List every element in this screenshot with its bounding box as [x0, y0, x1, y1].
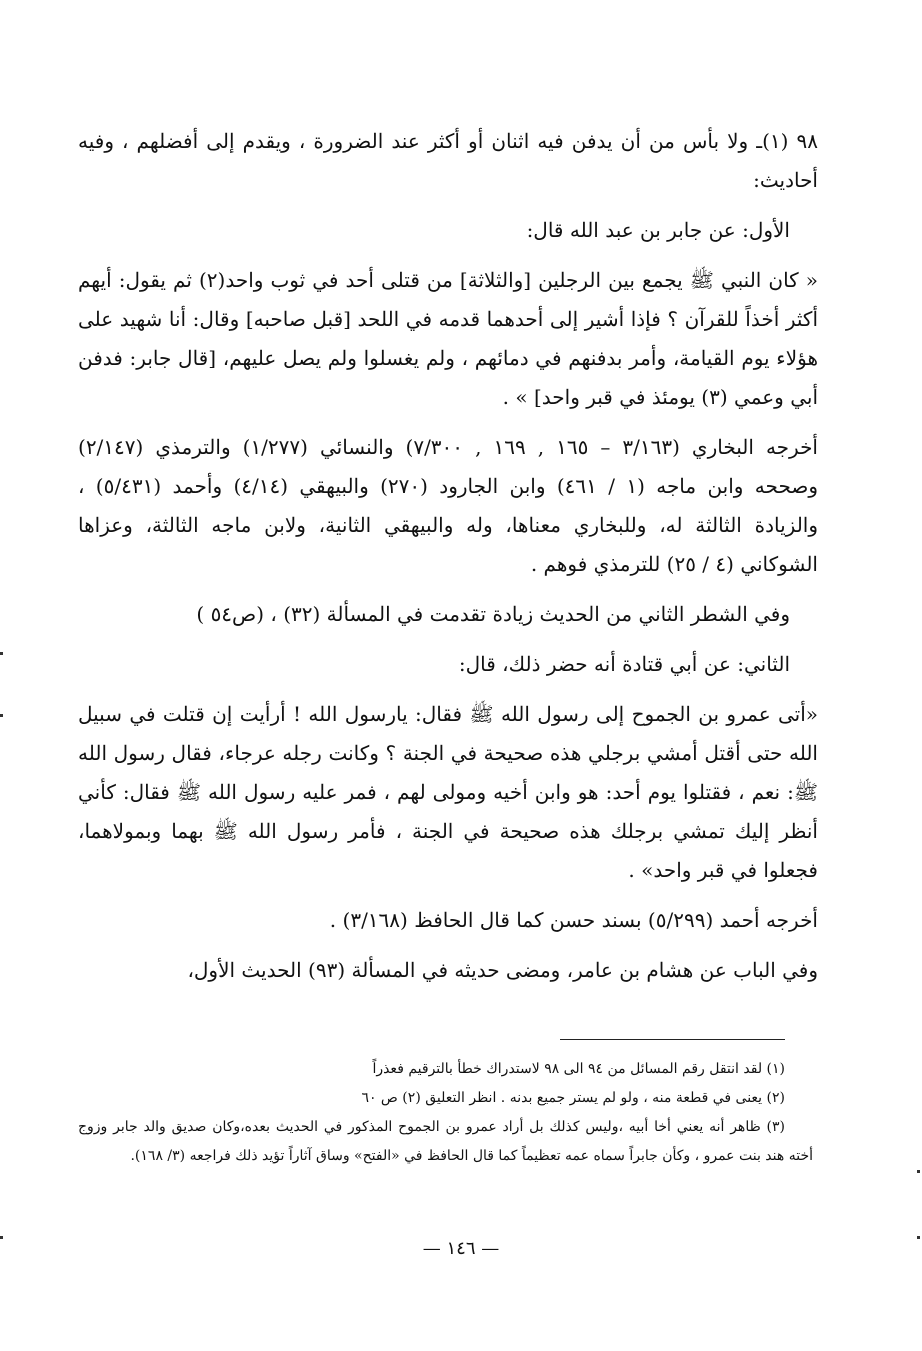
page-number: — ١٤٦ — — [422, 1238, 500, 1259]
paragraph-second-hadith-intro: الثاني: عن أبي قتادة أنه حضر ذلك، قال: — [458, 652, 790, 676]
scan-mark — [0, 652, 3, 655]
scan-mark — [917, 1236, 920, 1239]
footnotes — [78, 1055, 813, 1171]
paragraph-first-hadith-text: « كان النبي ﷺ يجمع بين الرجلين [والثلاثة] من قتلى أحد في ثوب واحد(٢) ثم يقول: أيهم أكثر أخذاً للقرآن ؟ فإذا أشير إلى أحدهما قدمه في اللحد [قبل صاحبه] وقال: أنا شهيد على هؤلاء يوم القيامة، وأمر بدفنهم في دمائهم ، ولم يغسلوا ولم يصل عليهم، [قال جابر: فدفن أبي وعمي (٣) يومئذ في قبر واحد] » . — [78, 268, 818, 409]
paragraph-addition-note: وفي الشطر الثاني من الحديث زيادة تقدمت في المسألة (٣٢) ، (ص٥٤ ) — [196, 602, 790, 626]
scan-mark — [0, 1236, 3, 1239]
paragraph-first-hadith-intro: الأول: عن جابر بن عبد الله قال: — [526, 218, 790, 242]
main-text — [78, 122, 818, 1001]
scan-mark — [917, 1170, 920, 1173]
paragraph-issue-98: ٩٨ (١)ـ ولا بأس من أن يدفن فيه اثنان أو أكثر عند الضرورة ، ويقدم إلى أفضلهم ، وفيه أحاديث: — [78, 129, 818, 192]
footnote-1: (١) لقد انتقل رقم المسائل من ٩٤ الى ٩٨ لاستدراك خطأ بالترقيم فعذراً — [372, 1061, 785, 1077]
paragraph-first-hadith-takhrij: أخرجه البخاري (٣/١٦٣ – ١٦٥ , ١٦٩ , ٧/٣٠٠) والنسائي (١/٢٧٧) والترمذي (٢/١٤٧) وصححه وابن ماجه (١ / ٤٦١) وابن الجارود (٢٧٠) والبيهقي (٤/١٤) وأحمد (٥/٤٣١) ، والزيادة الثالثة له، وللبخاري معناها، وله والبيهقي الثانية، ولابن ماجه الثالثة، وعزاها الشوكاني (٤ / ٢٥) للترمذي فوهم . — [78, 435, 819, 576]
paragraph-second-hadith-text: «أتى عمرو بن الجموح إلى رسول الله ﷺ فقال: يارسول الله ! أرأيت إن قتلت في سبيل الله حتى أقتل أمشي برجلي هذه صحيحة في الجنة ؟ وكانت رجله عرجاء، فقال رسول الله ﷺ: نعم ، فقتلوا يوم أحد: هو وابن أخيه ومولى لهم ، فمر عليه رسول الله ﷺ فقال: كأني أنظر إليك تمشي برجلك هذه صحيحة في الجنة ، فأمر رسول الله ﷺ بهما وبمولاهما، فجعلوا في قبر واحد» . — [78, 702, 818, 882]
scan-mark — [0, 714, 3, 717]
footnote-divider — [560, 1039, 785, 1040]
paragraph-second-hadith-takhrij: أخرجه أحمد (٥/٢٩٩) بسند حسن كما قال الحافظ (٣/١٦٨) . — [329, 908, 818, 932]
footnote-2: (٢) يعنى في قطعة منه ، ولو لم يستر جميع بدنه . انظر التعليق (٢) ص ٦٠ — [361, 1090, 785, 1106]
paragraph-chapter-note: وفي الباب عن هشام بن عامر، ومضى حديثه في المسألة (٩٣) الحديث الأول، — [187, 958, 818, 982]
footnote-3: (٣) ظاهر أنه يعني أخا أبيه ،وليس كذلك بل أراد عمرو بن الجموح المذكور في الحديث بعده،وكان صديق والد جابر وزوج أخته هند بنت عمرو ، وكأن جابراً سماه عمه تعظيماً كما قال الحافظ في «الفتح» وساق آثاراً تؤيد ذلك فراجعه (٣/ ١٦٨). — [78, 1119, 813, 1164]
